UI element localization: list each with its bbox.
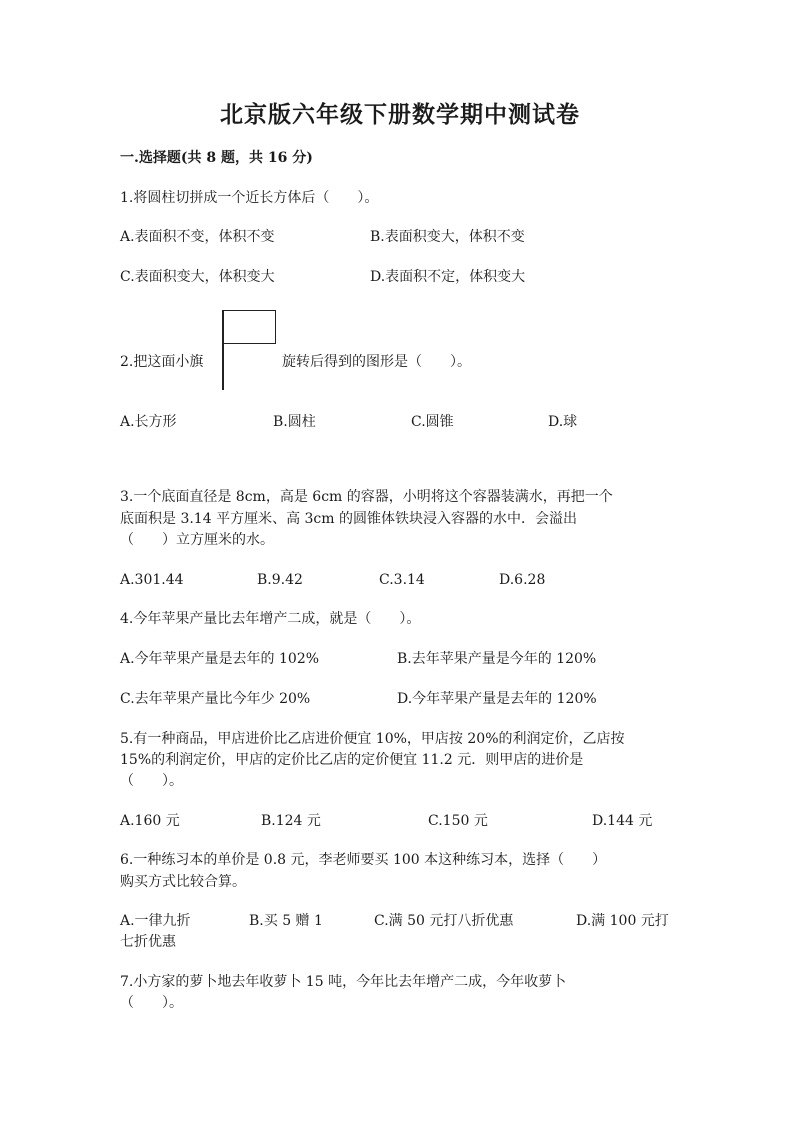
question-7-line-1: 7.小方家的萝卜地去年收萝卜 15 吨，今年比去年增产二成，今年收萝卜	[120, 974, 567, 990]
question-6-option-b: B.买 5 赠 1	[249, 913, 323, 929]
question-1-option-d: D.表面积不定，体积变大	[370, 269, 526, 285]
question-2-text-start: 2.把这面小旗	[120, 354, 204, 370]
question-2-option-b: B.圆柱	[273, 414, 316, 430]
question-4-option-a: A.今年苹果产量是去年的 102%	[120, 651, 320, 667]
question-5-line-1: 5.有一种商品，甲店进价比乙店进价便宜 10%，甲店按 20%的利润定价，乙店按	[120, 731, 625, 747]
question-4-option-b: B.去年苹果产量是今年的 120%	[397, 651, 597, 667]
question-1-option-b: B.表面积变大，体积不变	[370, 229, 525, 245]
question-5-line-3: （ ）。	[120, 773, 183, 789]
question-6-line-2: 购买方式比较合算。	[120, 874, 246, 890]
question-2-option-d: D.球	[548, 414, 578, 430]
question-6-option-c: C.满 50 元打八折优惠	[374, 913, 514, 929]
question-2-text-end: 旋转后得到的图形是（ ）。	[282, 354, 471, 370]
question-3-line-2: 底面积是 3.14 平方厘米、高 3cm 的圆锥体铁块浸入容器的水中．会溢出	[120, 511, 577, 527]
question-5-line-2: 15%的利润定价，甲店的定价比乙店的定价便宜 11.2 元．则甲店的进价是	[120, 752, 584, 768]
question-4-option-c: C.去年苹果产量比今年少 20%	[120, 691, 311, 707]
question-5-option-d: D.144 元	[592, 813, 653, 829]
question-1-option-a: A.表面积不变，体积不变	[120, 229, 275, 245]
question-2-option-c: C.圆锥	[411, 414, 454, 430]
question-7-line-2: （ ）。	[120, 995, 183, 1011]
page-title: 北京版六年级下册数学期中测试卷	[220, 101, 580, 128]
question-3-option-b: B.9.42	[257, 572, 303, 588]
question-1-option-c: C.表面积变大，体积变大	[120, 269, 275, 285]
question-4-text: 4.今年苹果产量比去年增产二成，就是（ ）。	[120, 611, 421, 627]
question-6-option-d-cont: 七折优惠	[120, 934, 176, 950]
question-5-option-b: B.124 元	[261, 813, 321, 829]
question-3-option-a: A.301.44	[120, 572, 184, 588]
question-6-line-1: 6.一种练习本的单价是 0.8 元，李老师要买 100 本这种练习本，选择（ ）	[120, 852, 607, 868]
section-heading: 一.选择题(共 8 题，共 16 分)	[120, 150, 313, 166]
question-3-option-c: C.3.14	[379, 572, 425, 588]
question-3-option-d: D.6.28	[499, 572, 546, 588]
flag-icon	[222, 310, 276, 344]
question-1-text: 1.将圆柱切拼成一个近长方体后（ ）。	[120, 190, 379, 206]
question-5-option-a: A.160 元	[120, 813, 180, 829]
question-2-option-a: A.长方形	[120, 414, 177, 430]
question-6-option-a: A.一律九折	[120, 913, 191, 929]
question-3-line-3: （ ）立方厘米的水。	[120, 532, 274, 548]
question-5-option-c: C.150 元	[428, 813, 488, 829]
question-4-option-d: D.今年苹果产量是去年的 120%	[397, 691, 597, 707]
question-3-line-1: 3.一个底面直径是 8cm，高是 6cm 的容器，小明将这个容器装满水，再把一个	[120, 489, 613, 505]
question-6-option-d: D.满 100 元打	[576, 913, 669, 929]
